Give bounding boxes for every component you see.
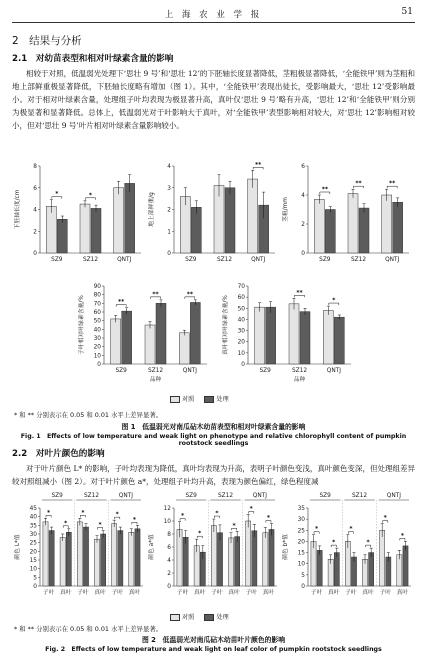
fig1-caption-en: Fig. 1 Effects of low temperature and weak light on phenotype and relative chlorophyll content of pumpkin rootstock seedlings — [20, 433, 407, 447]
running-header — [0, 6, 427, 22]
y-tick-label: 60 — [237, 295, 245, 302]
subsection-heading-2-2: 2.2 对叶片颜色的影响 — [12, 449, 105, 459]
significance-mark: * — [81, 509, 85, 517]
bar-treatment — [225, 188, 235, 253]
bar-control — [129, 532, 134, 586]
x-tick-label: 真叶 — [396, 590, 409, 596]
y-tick-label: 20 — [93, 344, 101, 351]
x-tick-label: SZ9 — [319, 257, 331, 263]
y-tick-label: 10 — [29, 566, 37, 573]
significance-mark: ** — [389, 180, 396, 188]
y-axis-label: 颜色 b*值 — [283, 534, 289, 560]
y-tick-label: 40 — [237, 317, 245, 324]
bar-control — [263, 533, 268, 586]
x-tick-label: 子叶 — [111, 590, 124, 596]
bar-control — [255, 307, 265, 364]
y-tick-label: 6 — [33, 185, 37, 192]
fig2-legend-treatment-swatch — [204, 614, 214, 621]
y-tick-label: 6 — [301, 164, 305, 170]
group-label: SZ9 — [319, 493, 331, 499]
chart-cotyledon-chlorophyll — [76, 280, 211, 390]
bar-treatment — [156, 303, 166, 364]
bar-treatment — [191, 207, 201, 253]
x-tick-label: QNTJ — [251, 257, 266, 263]
fig1-significance-note: * 和 ** 分别表示在 0.05 和 0.01 水平上差异显著。 — [14, 411, 163, 419]
bar-control — [94, 539, 99, 586]
bar-control — [60, 537, 65, 586]
bar-control — [114, 188, 124, 253]
y-tick-label: 30 — [29, 532, 37, 538]
fig2-caption-zh: 图 2 低温弱光对南瓜砧木幼苗叶片颜色的影响 — [141, 636, 286, 644]
y-tick-label: 10 — [297, 561, 305, 568]
x-tick-label: SZ9 — [115, 368, 127, 374]
bar-treatment — [300, 312, 310, 364]
bar-control — [228, 538, 233, 586]
x-tick-label: SZ12 — [216, 257, 233, 263]
bar-control — [179, 333, 189, 364]
paragraph-2-2-text: 对于叶片颜色 L* 的影响，子叶均表现为降低，真叶均表现为升高，表明子叶颜色变浅，真叶颜色变深，但处理组差异较对照组减小（图 2）。对于叶片颜色 a*，处理组子叶均升高，表现为颜色偏红，绿色程度减 — [12, 464, 415, 486]
group-label: SZ12 — [351, 493, 368, 499]
significance-mark: ** — [255, 161, 262, 169]
page-number: 51 — [401, 7, 413, 17]
x-tick-label: SZ12 — [350, 257, 367, 263]
fig2-legend-control-swatch — [170, 614, 180, 621]
significance-mark: * — [115, 511, 119, 519]
group-label: QNTJ — [252, 493, 267, 499]
bar-treatment — [91, 208, 101, 253]
y-tick-label: 12 — [163, 506, 171, 512]
significance-mark: ** — [355, 180, 362, 188]
chart-color-L — [12, 490, 147, 612]
x-tick-label: 子叶 — [379, 590, 392, 596]
paragraph-2-2 — [12, 462, 415, 488]
x-tick-label: 真叶 — [327, 590, 340, 596]
significance-mark: * — [232, 522, 236, 530]
group-label: QNTJ — [118, 493, 133, 499]
y-tick-label: 10 — [237, 350, 245, 357]
y-axis-label: 下胚轴长度/cm — [15, 189, 21, 230]
y-axis-label: 子叶相对叶绿素含量/% — [79, 295, 85, 355]
paragraph-2-1-text: 相较于对照，低温弱光处理下‘思壮 9 号’和‘思壮 12’的下胚轴长度显著降低，茎粗极显著降低，‘全能铁甲’则为茎粗和地上部鲜重极显著降低，下胚轴长度略有增加（图 1）。其中，‘全能铁甲’表现出徒长，受影响最大，‘思壮 12’受影响最小。对于相对叶绿素含量，处理组子叶均表现为极显著升高，真叶仅‘思壮 9 号’略有升高，‘思壮 12’和‘全能铁甲’则分别为极显著和显著降低。总体上，低温弱光对于叶影响大于真叶，对‘全能铁甲’表型影响相对较大，对‘思壮 12’影响相对较小，但对‘思壮 9 号’叶片相对叶绿素含量影响较小。 — [12, 69, 415, 130]
y-tick-label: 30 — [297, 517, 305, 524]
bar-treatment — [325, 210, 335, 254]
y-tick-label: 3 — [167, 185, 171, 192]
bar-control — [77, 522, 82, 586]
bar-control — [397, 555, 402, 586]
significance-mark: ** — [296, 289, 303, 297]
group-label: QNTJ — [386, 493, 401, 499]
bar-control — [289, 304, 299, 364]
y-tick-label: 0 — [33, 584, 37, 590]
y-tick-label: 0 — [301, 251, 305, 257]
group-label: SZ12 — [217, 493, 234, 499]
significance-mark: ** — [118, 298, 125, 306]
y-tick-label: 25 — [29, 540, 37, 547]
x-tick-label: 真叶 — [362, 590, 374, 596]
group-label: SZ9 — [51, 493, 63, 499]
bar-treatment — [369, 553, 374, 586]
header-rule — [12, 22, 415, 23]
x-tick-label: SZ12 — [82, 257, 99, 263]
x-tick-label: 子叶 — [176, 590, 189, 596]
bar-control — [112, 524, 117, 586]
y-tick-label: 70 — [237, 284, 245, 290]
y-tick-label: 8 — [33, 164, 37, 170]
significance-mark: ** — [152, 290, 159, 298]
y-axis-label: 真叶相对叶绿素含量/% — [223, 295, 229, 355]
bar-treatment — [49, 531, 54, 586]
chart-color-a — [146, 490, 281, 612]
significance-mark: * — [215, 510, 219, 518]
y-tick-label: 2 — [33, 229, 37, 236]
x-tick-label: 真叶 — [94, 590, 106, 596]
chart-stem-diameter — [280, 160, 413, 270]
x-tick-label: QNTJ — [385, 257, 400, 263]
legend-control: 对照 — [170, 394, 194, 403]
x-tick-label: SZ9 — [51, 257, 63, 263]
y-tick-label: 20 — [297, 539, 305, 546]
bar-treatment — [183, 537, 188, 586]
significance-mark: * — [383, 514, 387, 522]
x-tick-label: 真叶 — [193, 590, 206, 596]
bar-treatment — [101, 534, 106, 586]
y-tick-label: 4 — [167, 164, 171, 170]
chart-hypocotyl-length — [12, 160, 145, 270]
bar-treatment — [334, 317, 344, 364]
significance-mark: * — [198, 530, 202, 538]
y-tick-label: 40 — [29, 514, 37, 521]
section-heading: 2 结果与分析 — [12, 35, 82, 47]
x-tick-label: 子叶 — [77, 590, 89, 596]
significance-mark: * — [249, 505, 253, 513]
y-axis-label: 茎粗/mm — [283, 197, 289, 222]
bar-control — [345, 541, 350, 586]
fig1-caption-zh: 图 1 低温弱光对南瓜砧木幼苗表型和相对叶绿素含量的影响 — [121, 423, 306, 431]
paragraph-2-1 — [12, 67, 415, 132]
significance-mark: * — [47, 509, 51, 517]
significance-mark: * — [266, 514, 270, 522]
bar-control — [246, 521, 251, 586]
significance-mark: * — [55, 190, 59, 198]
fig2-legend — [170, 612, 229, 621]
y-tick-label: 80 — [93, 292, 101, 299]
bar-treatment — [269, 529, 274, 586]
significance-mark: * — [332, 539, 336, 547]
x-tick-label: 真叶 — [262, 590, 275, 596]
y-tick-label: 4 — [167, 558, 171, 564]
bar-treatment — [334, 553, 339, 586]
y-tick-label: 45 — [29, 506, 37, 512]
bar-control — [177, 529, 182, 586]
y-tick-label: 90 — [93, 284, 101, 290]
chart-trueleaf-chlorophyll — [220, 280, 355, 390]
significance-mark: * — [64, 519, 68, 527]
x-tick-label: 子叶 — [345, 590, 357, 596]
bar-treatment — [359, 208, 369, 253]
x-tick-label: QNTJ — [182, 368, 197, 374]
x-tick-label: SZ9 — [185, 257, 197, 263]
y-tick-label: 0 — [167, 251, 171, 257]
x-tick-label: 子叶 — [245, 590, 258, 596]
bar-control — [46, 206, 56, 253]
y-tick-label: 2 — [167, 571, 171, 577]
significance-mark: ** — [186, 290, 193, 298]
legend-treatment-swatch — [204, 396, 214, 403]
y-tick-label: 10 — [163, 519, 171, 525]
y-tick-label: 20 — [237, 339, 245, 346]
significance-mark: * — [88, 191, 93, 199]
bar-control — [145, 325, 155, 364]
bar-treatment — [122, 311, 132, 364]
x-tick-label: 子叶 — [42, 590, 55, 596]
y-tick-label: 0 — [33, 251, 37, 257]
x-tick-label: SZ9 — [259, 368, 271, 374]
bar-control — [248, 179, 258, 253]
x-tick-label: 子叶 — [211, 590, 223, 596]
x-tick-label: 真叶 — [128, 590, 141, 596]
group-label: SZ9 — [185, 493, 197, 499]
y-tick-label: 15 — [29, 558, 37, 564]
legend-treatment: 处理 — [204, 394, 228, 403]
fig2-significance-note: * 和 ** 分别表示在 0.05 和 0.01 水平上差异显著。 — [14, 625, 163, 633]
significance-mark: ** — [321, 186, 328, 193]
significance-mark: * — [332, 297, 336, 305]
y-tick-label: 15 — [297, 550, 305, 557]
bar-control — [211, 526, 216, 586]
bar-treatment — [125, 183, 135, 253]
y-tick-label: 0 — [167, 584, 171, 590]
y-tick-label: 25 — [297, 528, 305, 535]
significance-mark: * — [349, 525, 353, 533]
significance-mark: * — [315, 525, 319, 533]
fig2-caption-en: Fig. 2 Effects of low temperature and weak light on leaf color of pumpkin rootstock seedlings — [45, 646, 382, 653]
fig2-legend-treatment: 处理 — [204, 612, 228, 621]
bar-treatment — [252, 531, 257, 586]
significance-mark: * — [132, 516, 136, 524]
y-axis-label: 颜色 a*值 — [149, 534, 155, 560]
y-tick-label: 30 — [237, 328, 245, 335]
y-tick-label: 10 — [93, 353, 101, 360]
bar-treatment — [393, 202, 403, 253]
bar-treatment — [57, 219, 67, 253]
y-tick-label: 50 — [93, 318, 101, 325]
bar-control — [80, 204, 90, 253]
significance-mark: * — [181, 512, 185, 520]
chart-color-b — [280, 490, 415, 612]
bar-control — [111, 319, 121, 364]
y-tick-label: 4 — [301, 193, 305, 199]
bar-control — [323, 311, 333, 364]
bar-treatment — [317, 550, 322, 586]
y-tick-label: 5 — [301, 572, 305, 579]
x-tick-label: 真叶 — [228, 590, 240, 596]
y-tick-label: 5 — [33, 575, 37, 582]
fig1-legend — [170, 394, 229, 403]
x-tick-label: 子叶 — [310, 590, 323, 596]
x-tick-label: SZ12 — [291, 368, 308, 374]
bar-control — [380, 530, 385, 586]
y-axis-label: 颜色 L*值 — [15, 534, 21, 560]
bar-treatment — [66, 532, 71, 586]
y-tick-label: 20 — [29, 549, 37, 556]
fig2-legend-control: 对照 — [170, 612, 194, 621]
y-tick-label: 0 — [241, 362, 245, 368]
bar-treatment — [266, 307, 276, 364]
bar-control — [382, 195, 392, 253]
subsection-heading-2-1: 2.1 对幼苗表型和相对叶绿素含量的影响 — [12, 54, 174, 64]
x-tick-label: QNTJ — [117, 257, 132, 263]
journal-name: 上 海 农 业 学 报 — [164, 10, 263, 20]
y-tick-label: 35 — [297, 506, 305, 512]
bar-treatment — [190, 302, 200, 364]
legend-control-swatch — [170, 396, 180, 403]
chart-aboveground-fresh-weight — [146, 160, 279, 270]
bar-treatment — [83, 527, 88, 586]
bar-control — [314, 199, 324, 253]
y-tick-label: 2 — [301, 222, 305, 228]
x-axis-label: 品种 — [149, 377, 162, 383]
y-tick-label: 0 — [301, 584, 305, 590]
y-tick-label: 8 — [167, 532, 171, 538]
bar-treatment — [235, 537, 240, 586]
y-tick-label: 2 — [167, 207, 171, 214]
bar-control — [348, 194, 358, 253]
bar-treatment — [135, 529, 140, 586]
group-label: SZ12 — [83, 493, 100, 499]
y-tick-label: 1 — [167, 229, 171, 236]
bar-treatment — [403, 546, 408, 586]
y-tick-label: 30 — [93, 336, 101, 342]
x-tick-label: QNTJ — [326, 368, 341, 374]
bar-control — [311, 541, 316, 586]
significance-mark: * — [400, 532, 404, 540]
y-tick-label: 35 — [29, 523, 37, 530]
y-tick-label: 70 — [93, 301, 101, 308]
x-axis-label: 品种 — [293, 377, 306, 383]
y-tick-label: 4 — [33, 207, 37, 214]
x-tick-label: 真叶 — [59, 590, 72, 596]
y-tick-label: 0 — [97, 362, 101, 368]
x-tick-label: SZ12 — [147, 368, 164, 374]
significance-mark: * — [98, 521, 102, 529]
y-tick-label: 50 — [237, 306, 245, 313]
y-tick-label: 40 — [93, 327, 101, 334]
bar-control — [43, 522, 48, 586]
bar-treatment — [118, 531, 123, 586]
y-tick-label: 60 — [93, 310, 101, 316]
significance-mark: * — [366, 539, 370, 547]
y-axis-label: 地上部鲜重/g — [149, 192, 155, 227]
bar-treatment — [217, 533, 222, 586]
y-tick-label: 6 — [167, 545, 171, 551]
